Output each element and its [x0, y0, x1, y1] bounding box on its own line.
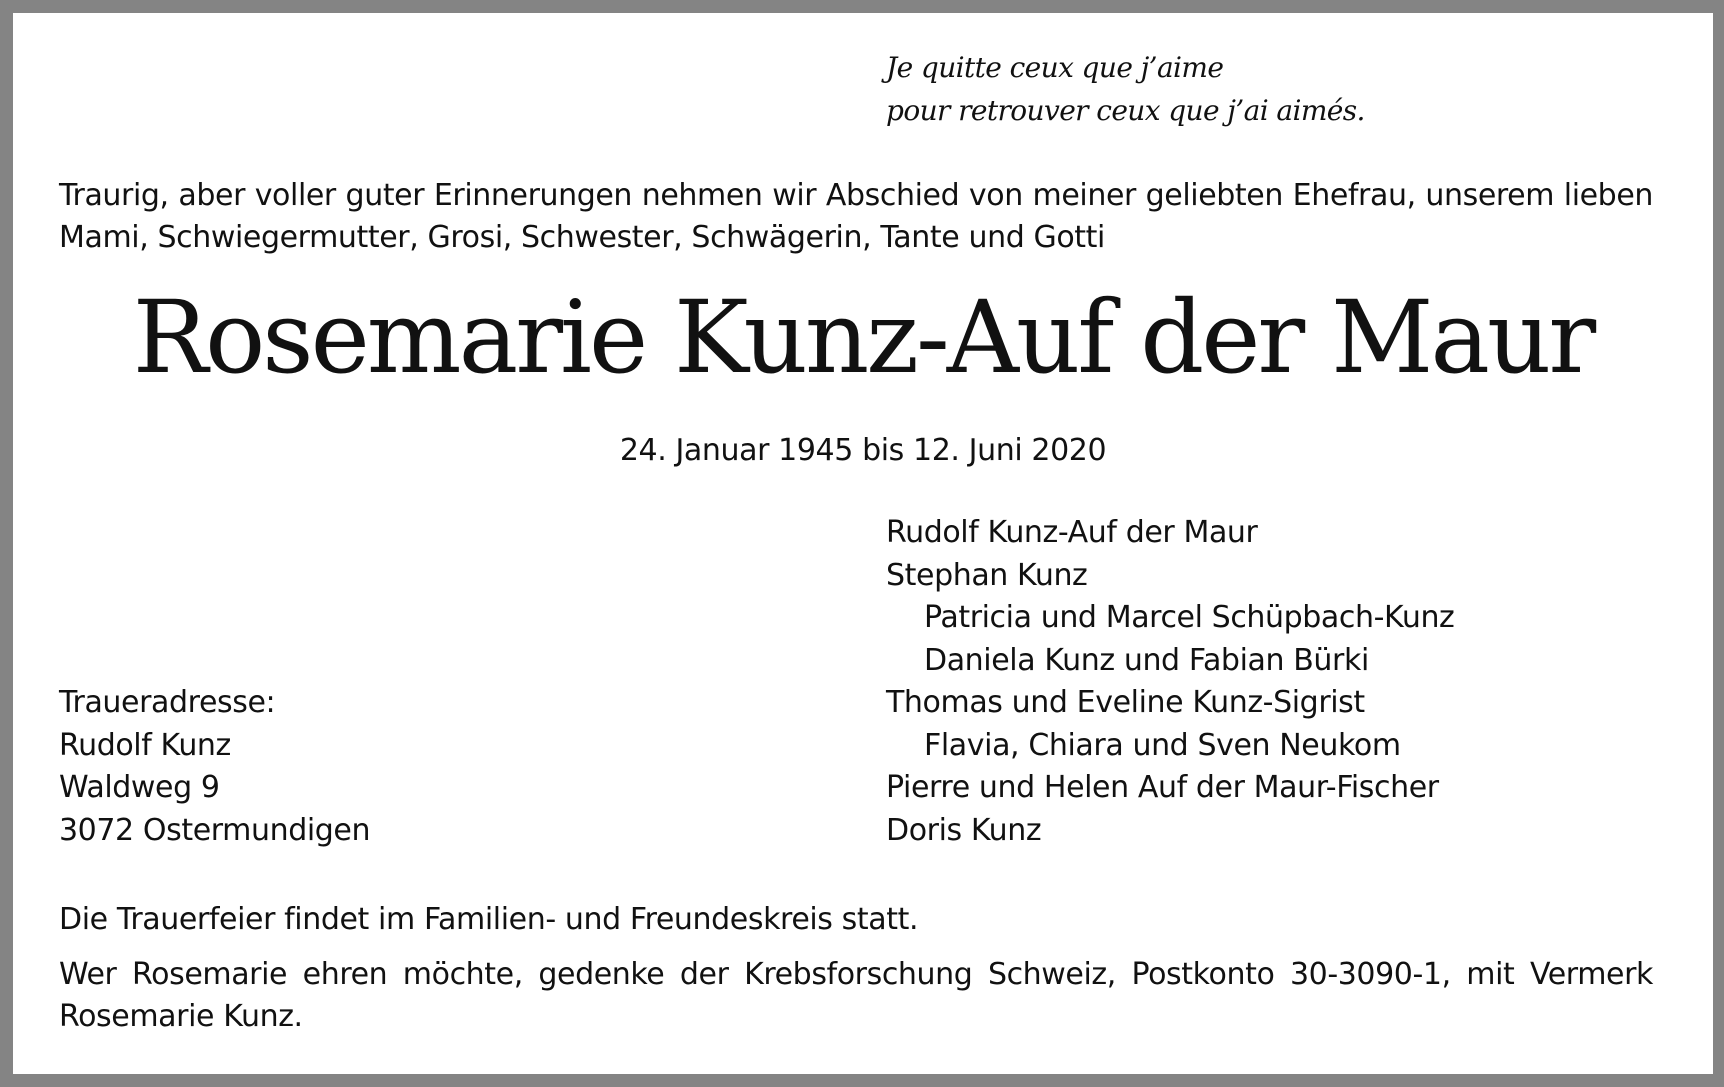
address-street: Waldweg 9 — [59, 770, 220, 805]
mourner-item: Flavia, Chiara und Sven Neukom — [924, 727, 1401, 763]
mourning-address — [59, 682, 370, 852]
life-dates: 24. Januar 1945 bis 12. Juni 2020 — [619, 433, 1107, 468]
ceremony-note: Die Trauerfeier findet im Familien- und Freundeskreis statt. — [59, 902, 919, 937]
address-label: Traueradresse: — [59, 685, 276, 720]
mourner-item: Patricia und Marcel Schüpbach-Kunz — [924, 600, 1455, 635]
deceased-name: Rosemarie Kunz-Auf der Maur — [132, 279, 1594, 396]
mourner-item: Daniela Kunz und Fabian Bürki — [924, 642, 1369, 678]
mourners-list — [886, 512, 1454, 852]
address-name: Rudolf Kunz — [59, 727, 231, 763]
mourner-item: Rudolf Kunz-Auf der Maur — [886, 515, 1258, 550]
mourner-item: Stephan Kunz — [886, 557, 1088, 593]
motto-line-1: Je quitte ceux que j’aime — [886, 51, 1224, 84]
donation-note: Wer Rosemarie ehren möchte, gedenke der Krebsforschung Schweiz, Postkonto 30-3090-1, mit Vermerk Rosemarie Kunz. — [59, 957, 1653, 1034]
motto-quote — [886, 46, 1365, 132]
intro-text: Traurig, aber voller guter Erinnerungen nehmen wir Abschied von meiner geliebten Ehefrau, unserem lieben Mami, Schwiegermutter, Grosi, Schwester, Schwägerin, Tante und Gotti — [59, 178, 1653, 255]
mourner-item: Pierre und Helen Auf der Maur-Fischer — [886, 770, 1439, 805]
address-city: 3072 Ostermundigen — [59, 812, 371, 848]
motto-line-2: pour retrouver ceux que j’ai aimés. — [886, 94, 1365, 127]
mourner-item: Thomas und Eveline Kunz-Sigrist — [886, 685, 1365, 720]
mourner-item: Doris Kunz — [886, 812, 1042, 848]
obituary-notice — [13, 13, 1713, 1074]
